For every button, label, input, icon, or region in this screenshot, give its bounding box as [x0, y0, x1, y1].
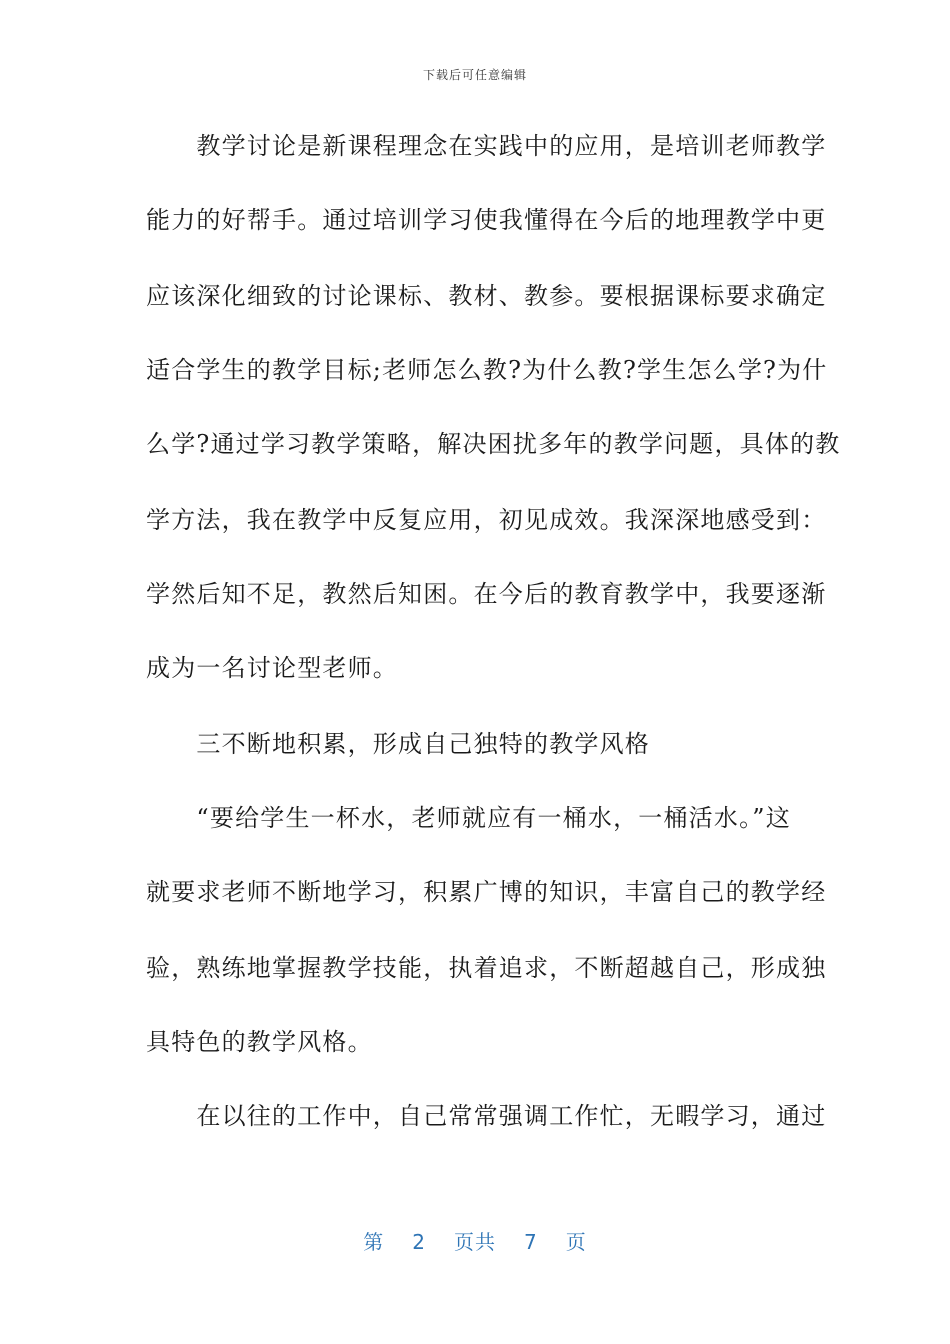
- page-header-note: 下载后可任意编辑: [422, 68, 527, 82]
- text-line: 应该深化细致的讨论课标、教材、教参。要根据课标要求确定: [146, 282, 827, 310]
- text-line: 适合学生的教学目标;老师怎么教?为什么教?学生怎么学?为什: [146, 356, 828, 384]
- text-line: 在以往的工作中，自己常常强调工作忙，无暇学习，通过: [146, 1102, 827, 1130]
- footer-middle: 页共: [454, 1230, 496, 1254]
- footer-prefix: 第: [363, 1230, 385, 1254]
- footer-total-pages: 7: [524, 1230, 538, 1254]
- text-line: 就要求老师不断地学习，积累广博的知识，丰富自己的教学经: [146, 878, 827, 906]
- footer-suffix: 页: [565, 1230, 587, 1254]
- footer-page-number: 2: [412, 1230, 426, 1254]
- text-line: “要给学生一杯水，老师就应有一桶水，一桶活水。”这: [146, 804, 791, 832]
- text-line: 学然后知不足，教然后知困。在今后的教育教学中，我要逐渐: [146, 580, 827, 608]
- text-line: 教学讨论是新课程理念在实践中的应用，是培训老师教学: [146, 132, 827, 160]
- section-heading: 三不断地积累，形成自己独特的教学风格: [146, 730, 650, 758]
- text-line: 学方法，我在教学中反复应用，初见成效。我深深地感受到：: [146, 506, 827, 534]
- page-footer: [0, 1226, 950, 1255]
- text-line: 具特色的教学风格。: [146, 1028, 373, 1056]
- text-line: 么学?通过学习教学策略，解决困扰多年的教学问题，具体的教: [146, 430, 841, 458]
- text-line: 成为一名讨论型老师。: [146, 654, 398, 682]
- text-line: 验，熟练地掌握教学技能，执着追求，不断超越自己，形成独: [146, 954, 827, 982]
- text-line: 能力的好帮手。通过培训学习使我懂得在今后的地理教学中更: [146, 206, 827, 234]
